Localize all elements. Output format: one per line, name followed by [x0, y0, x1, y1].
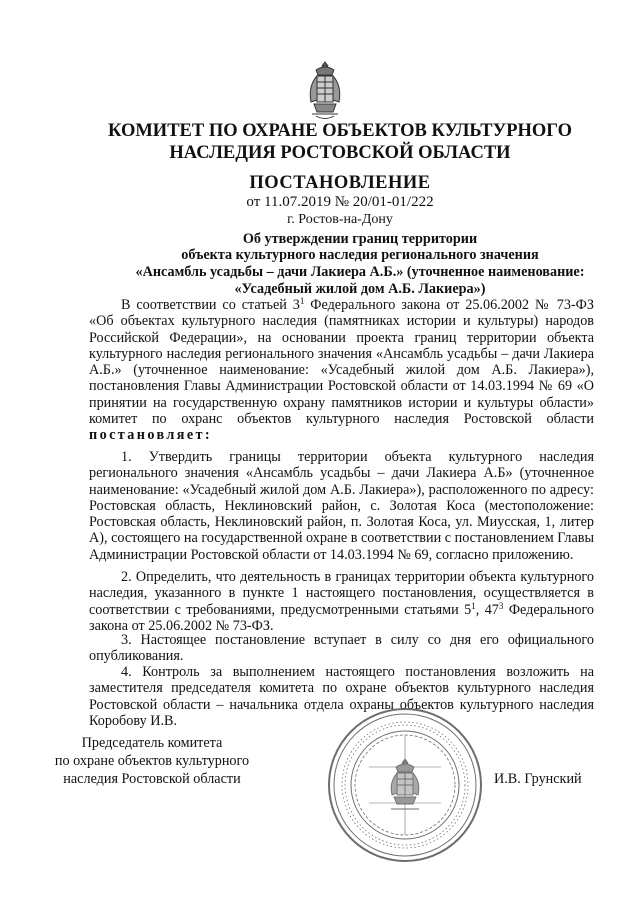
- document-title: ПОСТАНОВЛЕНИЕ: [249, 173, 431, 193]
- signatory-position-line3: наследия Ростовской области: [63, 771, 241, 787]
- subject-line3: «Ансамбль усадьбы – дачи Лакиера А.Б.» (уточненное наименование:: [135, 264, 585, 280]
- coat-of-arms-icon: [304, 58, 346, 122]
- intro-text-a: В соответствии со статьей 3: [121, 297, 300, 313]
- signatory-position-line1: Председатель комитета: [81, 735, 223, 751]
- item-1-paragraph: 1. Утвердить границы территории объекта культурного наследия регионального значения «Ансамбль усадьбы – дачи Лакиера А.Б» (уточненное наименование: «Усадебный жилой дом А.Б. Лакиера»), расположенного по адресу: Ростовская область, Неклиновский район, с. Золотая Коса (местоположение: Ростовская область, Неклиновский район, п. Золотая Коса, ул. Миусская, 1, литер А), состоящего на государственной охране в соответствии с постановлением Главы Администрации Ростовской области от 14.03.1994 № 69, согласно приложению.: [89, 449, 594, 563]
- item-2-paragraph: [89, 569, 594, 634]
- signatory-position-line2: по охране объектов культурного: [54, 753, 250, 769]
- document-date-number: от 11.07.2019 № 20/01-01/222: [246, 194, 434, 210]
- subject-line1: Об утверждении границ территории: [242, 231, 478, 247]
- item2-text-a: 2. Определить, что деятельность в границах территории объекта культурного наследия, указанного в пункте 1 настоящего постановления, осуществляется в соответствии с требованиями, предусмотренными статьями 5: [89, 569, 594, 618]
- item-4-paragraph: 4. Контроль за выполнением настоящего постановления возложить на заместителя председателя комитета по охране объектов культурного наследия Ростовской области – начальника отдела охраны объектов культурного наследия Коробову И.В.: [89, 664, 594, 729]
- item2-text-b: , 47: [475, 601, 499, 618]
- signatory-name: И.В. Грунский: [494, 771, 582, 787]
- intro-text-b: Федерального закона от 25.06.2002 № 73-ФЗ «Об объектах культурного наследия (памятниках истории и культуры) народов Российской Федерации», на основании проекта границ территории объекта культурного наследия регионального значения «Ансамбль усадьбы – дачи Лакиера А.Б.» (уточненное наименование: «Усадебный жилой дом А.Б. Лакиера»), постановления Главы Администрации Ростовской области от 14.03.1994 № 69 «О принятии на государственную охрану памятников истории и культуры области» комитет по охранс объектов культурного наследия Ростовской области: [89, 297, 594, 428]
- resolves-word: постановляет:: [89, 427, 213, 444]
- item2-superscript-1: 1: [471, 600, 476, 611]
- org-name-line2: НАСЛЕДИЯ РОСТОВСКОЙ ОБЛАСТИ: [169, 143, 511, 163]
- item-3-paragraph: 3. Настоящее постановление вступает в силу со дня его официального опубликования.: [89, 632, 594, 665]
- official-seal-icon: [325, 705, 485, 865]
- item2-text-c: Федерального закона от 25.06.2002 № 73-ФЗ.: [89, 601, 594, 634]
- intro-paragraph: [89, 297, 594, 444]
- document-city: г. Ростов-на-Дону: [287, 212, 393, 227]
- subject-line4: «Усадебный жилой дом А.Б. Лакиера»): [234, 281, 486, 297]
- org-name-line1: КОМИТЕТ ПО ОХРАНЕ ОБЪЕКТОВ КУЛЬТУРНОГО: [108, 121, 572, 141]
- subject-line2: объекта культурного наследия регионального значения: [181, 247, 539, 263]
- item2-superscript-2: 3: [498, 600, 504, 611]
- intro-superscript: 1: [299, 296, 305, 306]
